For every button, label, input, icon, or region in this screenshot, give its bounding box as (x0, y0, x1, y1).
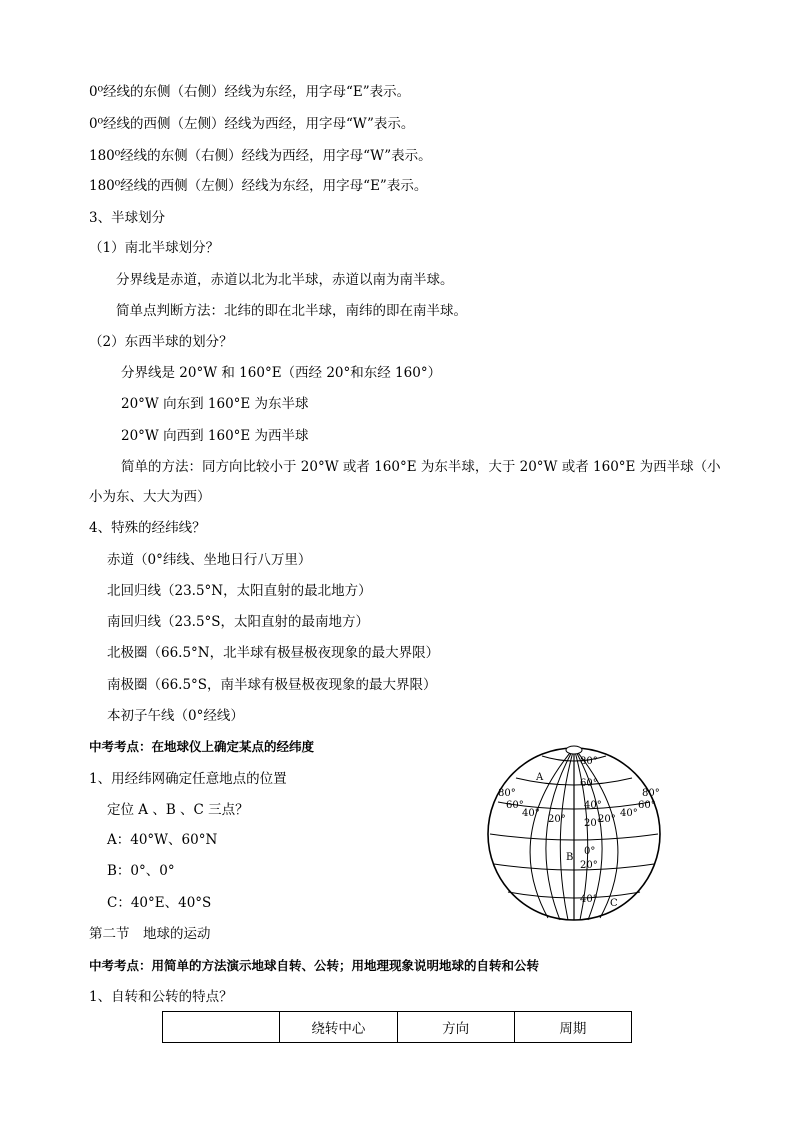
text-line-4: 180⁰经线的西侧（左侧）经线为东经，用字母“E”表示。 (89, 178, 428, 194)
text-line-26: B：0°、0° (107, 863, 175, 879)
text-line-7: 分界线是赤道，赤道以北为北半球，赤道以南为南半球。 (116, 272, 454, 288)
globe-label: 60° (638, 800, 656, 811)
text-line-17: 北回归线（23.5°N，太阳直射的最北地方） (107, 583, 372, 599)
table-header-cell: 绕转中心 (280, 1012, 397, 1043)
text-line-25: A：40°W、60°N (107, 832, 218, 848)
globe-label: 20° (548, 814, 566, 825)
point-b-label: B (566, 852, 574, 863)
globe-label: 40° (584, 800, 602, 811)
globe-label: 40° (580, 894, 598, 905)
text-line-23: 1、用经纬网确定任意地点的位置 (89, 771, 287, 787)
text-line-8: 简单点判断方法：北纬的即在北半球，南纬的即在南半球。 (116, 303, 467, 319)
text-line-18: 南回归线（23.5°S，太阳直射的最南地方） (107, 614, 370, 630)
text-line-24: 定位 A 、B 、C 三点？ (107, 802, 249, 818)
text-line-2: 0⁰经线的西侧（左侧）经线为西经，用字母“W”表示。 (89, 116, 415, 132)
meridian-line (546, 748, 574, 920)
globe-label: 20° (598, 814, 616, 825)
globe-label: 0° (584, 846, 596, 857)
text-line-16: 赤道（0°纬线、坐地日行八万里） (107, 552, 312, 568)
text-line-1: 0⁰经线的东侧（右侧）经线为东经，用字母“E”表示。 (89, 84, 411, 100)
globe-label: 60° (580, 778, 598, 789)
globe-label: 20° (580, 860, 598, 871)
globe-label: 80° (498, 788, 516, 799)
rotation-revolution-table (162, 1011, 632, 1043)
north-pole-cap (566, 746, 582, 754)
section-heading-hemisphere: 3、半球划分 (89, 210, 166, 226)
text-line-10: 分界线是 20°W 和 160°E（西经 20°和东经 160°） (121, 365, 442, 381)
globe-label: 80° (642, 788, 660, 799)
point-a-label: A (536, 772, 544, 783)
globe-label: 40° (620, 808, 638, 819)
globe-graticule-figure (486, 742, 662, 922)
text-line-19: 北极圈（66.5°N，北半球有极昼极夜现象的最大界限） (107, 645, 440, 661)
text-line-3: 180⁰经线的东侧（右侧）经线为西经，用字母“W”表示。 (89, 148, 432, 164)
section-title-earth-motion: 第二节 地球的运动 (89, 926, 211, 942)
table-header-cell: 方向 (397, 1012, 514, 1043)
meridian-line (560, 748, 574, 920)
text-line-12: 20°W 向西到 160°E 为西半球 (121, 428, 309, 444)
subheading-north-south: （1）南北半球划分？ (89, 240, 220, 256)
text-line-30: 1、自转和公转的特点？ (89, 989, 233, 1005)
text-line-13: 简单的方法：同方向比较小于 20°W 或者 160°E 为东半球，大于 20°W 或者 160°E 为西半球（小 (121, 459, 721, 475)
table-header-cell: 周期 (514, 1012, 631, 1043)
table-header-cell (163, 1012, 280, 1043)
exam-point-heading-2: 中考考点：用简单的方法演示地球自转、公转；用地理现象说明地球的自转和公转 (89, 958, 540, 973)
text-line-14: 小为东、大大为西） (89, 489, 211, 505)
section-heading-special-lines: 4、特殊的经纬线？ (89, 520, 206, 536)
globe-label: 80° (580, 756, 598, 767)
text-line-11: 20°W 向东到 160°E 为东半球 (121, 396, 309, 412)
text-line-21: 本初子午线（0°经线） (107, 708, 244, 724)
globe-label: 20° (584, 818, 602, 829)
exam-point-heading-1: 中考考点：在地球仪上确定某点的经纬度 (89, 739, 315, 754)
globe-label: 40° (522, 808, 540, 819)
point-c-label: C (610, 898, 618, 909)
text-line-27: C：40°E、40°S (107, 895, 212, 911)
globe-label: 60° (506, 800, 524, 811)
subheading-east-west: （2）东西半球的划分？ (89, 334, 233, 350)
table-row (163, 1012, 632, 1043)
text-line-20: 南极圈（66.5°S，南半球有极昼极夜现象的最大界限） (107, 677, 437, 693)
